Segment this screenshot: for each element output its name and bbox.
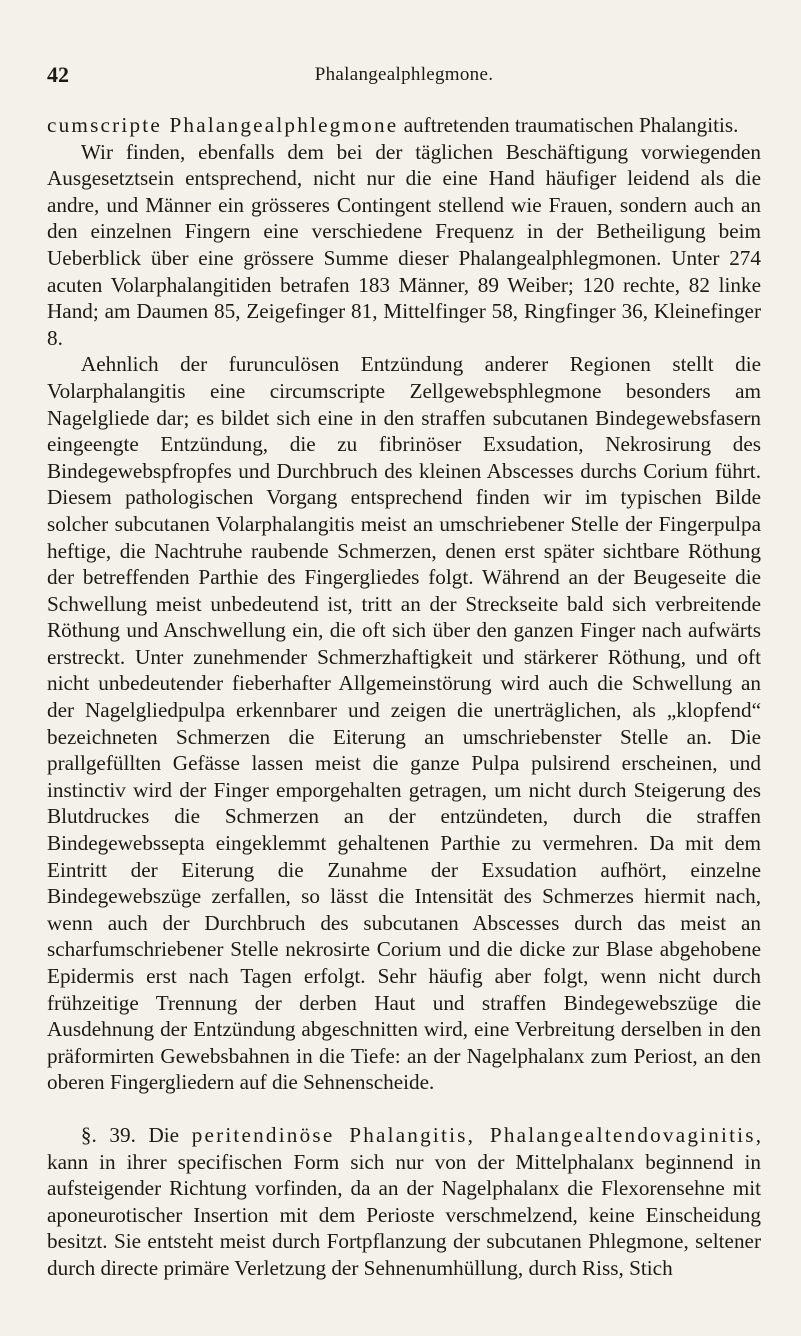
paragraph-text: auftretenden traumatischen Phalangitis. [398, 113, 739, 137]
section-lead: §. 39. Die [80, 1122, 192, 1147]
running-head [47, 62, 761, 90]
paragraph-volarphalangitis: Aehnlich der furunculösen Entzündung anderer Regionen stellt die Volarphalangitis eine circumscripte Zellgewebsphlegmone besonders am Nagelgliede dar; es bildet sich eine in den straffen subcutanen Bindegewebsfasern eingeengte Entzündung, die zu fibrinöser Exsudation, Nekrosirung des Bindegewebspfropfes und Durchbruch des kleinen Abscesses durchs Corium führt. Diesem pathologischen Vorgang entsprechend finden wir im typischen Bilde solcher subcutanen Volarphalangitis meist an umschriebener Stelle der Fingerpulpa heftige, die Nachtruhe raubende Schmerzen, denen erst später sichtbare Röthung der betreffenden Parthie des Fingergliedes folgt. Während an der Beugeseite die Schwellung meist unbedeutend ist, tritt an der Streckseite bald sich verbreitende Röthung und Anschwellung ein, die oft sich über den ganzen Finger nach aufwärts erstreckt. Unter zunehmender Schmerzhaftigkeit und stärkerer Röthung, und oft nicht unbedeutender fieberhafter Allgemeinstörung wird auch die Schwellung an der Nagelgliedpulpa erkennbarer und zeigen die unerträglichen, als „klopfend“ bezeichneten Schmerzen die Eiterung an umschriebenster Stelle an. Die prallgefüllten Gefässe lassen meist die ganze Pulpa pulsirend erscheinen, und instinctiv wird der Finger emporgehalten getragen, um nicht durch Steigerung des Blutdruckes die Schmerzen an der entzündeten, durch die straffen Bindegewebssepta eingeklemmt gehaltenen Parthie zu vermehren. Da mit dem Eintritt der Eiterung die Zunahme der Exsudation aufhört, einzelne Bindegewebszüge zerfallen, so lässt die Intensität des Schmerzes hiermit nach, wenn auch der Durchbruch des subcutanen Abscesses durch das meist an scharfumschriebener Stelle nekrosirte Corium und die dicke zur Blase abgehobene Epidermis erst nach Tagen erfolgt. Sehr häufig aber folgt, wenn nicht durch frühzeitige Trennung der derben Haut und straffen Bindegewebszüge die Ausdehnung der Entzündung abgeschnitten wird, eine Verbreitung derselben in den präformirten Gewebsbahnen in die Tiefe: an der Nagelphalanx zum Periost, an den oberen Fingergliedern auf die Sehnenscheide. [47, 352, 761, 1095]
section-39 [47, 1122, 761, 1282]
running-title: Phalangealphlegmone. [314, 64, 494, 85]
body-text [47, 112, 761, 1282]
paragraph-continuation [47, 112, 761, 139]
spaced-term: cumscripte Phalangealphlegmone [47, 113, 399, 137]
paragraph-frequency: Wir finden, ebenfalls dem bei der täglichen Beschäftigung vorwiegenden Ausgesetztsein entsprechend, nicht nur die eine Hand häufiger leidend als die andre, und Männer ein grösseres Contingent stellend wie Frauen, sondern auch an den einzelnen Fingern eine verschiedene Frequenz in der Betheiligung beim Ueberblick über eine grössere Summe dieser Phalangealphlegmonen. Unter 274 acuten Volarphalangitiden betrafen 183 Männer, 89 Weiber; 120 rechte, 82 linke Hand; am Daumen 85, Zeigefinger 81, Mittelfinger 58, Ringfinger 36, Kleinefinger 8. [47, 139, 761, 350]
paragraph-text: , kann in ihrer specifischen Form sich nur von der Mittelphalanx beginnend in aufsteigender Richtung vorfinden, da an der Nagelphalanx die Flexorensehne mit aponeurotischer Insertion mit dem Perioste verschmelzend, keine Einscheidung besitzt. Sie entsteht meist durch Fortpflanzung der subcutanen Phlegmone, seltener durch directe primäre Verletzung der Sehnenumhüllung, durch Riss, Stich [47, 1122, 761, 1280]
spaced-term: peritendinöse Phalangitis, Phalangealtendovaginitis [191, 1122, 756, 1147]
page-number: 42 [47, 62, 69, 87]
